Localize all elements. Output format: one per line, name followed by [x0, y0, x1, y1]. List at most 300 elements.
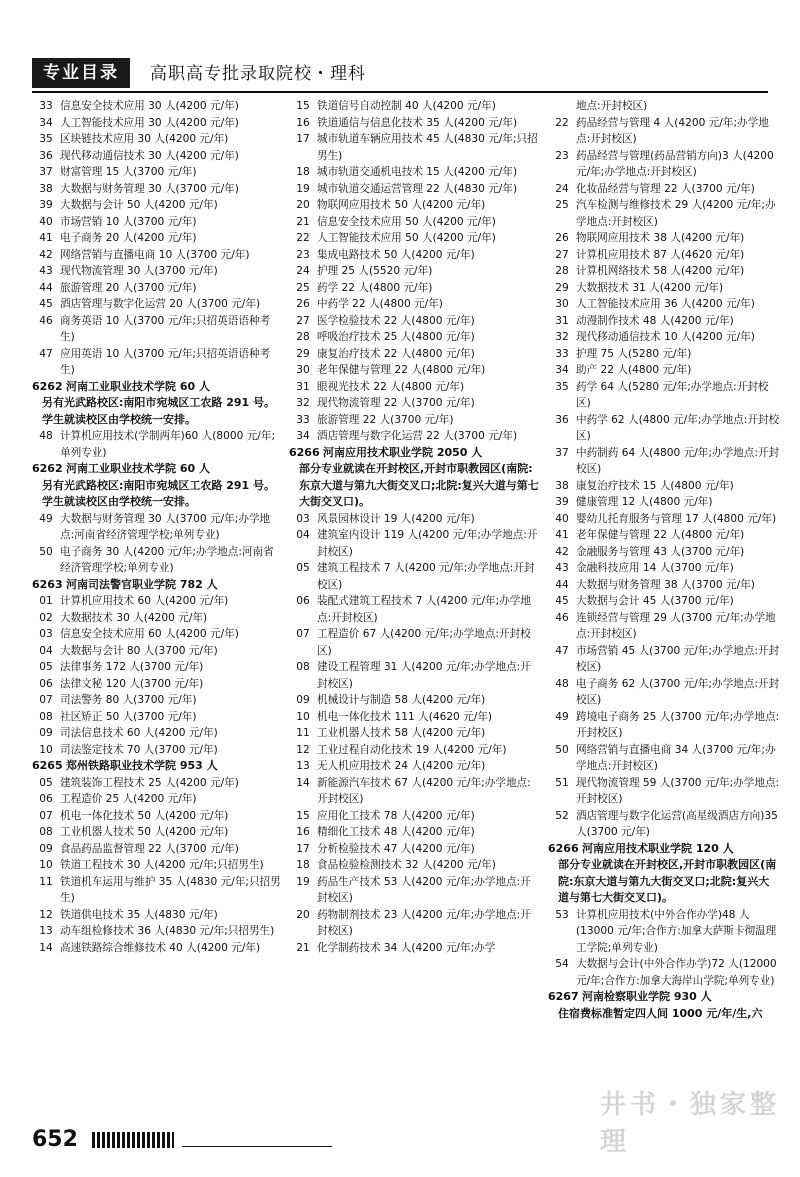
program-entry: [548, 775, 780, 808]
program-text: 连锁经营与管理 29 人(3700 元/年;办学地点:开封校区): [576, 611, 776, 640]
program-code: 05: [39, 776, 53, 789]
school-code: 6267: [548, 990, 579, 1003]
column-middle: [289, 98, 541, 956]
program-text: 区块链技术应用 30 人(4200 元/年): [60, 133, 229, 145]
program-text: 旅游管理 20 人(3700 元/年): [60, 281, 197, 294]
program-entry: [32, 610, 284, 627]
program-code: 42: [555, 545, 569, 558]
school-code: 6262: [32, 379, 63, 393]
school-name: 河南司法警官职业学院 782 人: [66, 577, 218, 591]
program-code: 28: [296, 331, 310, 343]
page-decoration: [92, 1132, 174, 1148]
program-text: 社区矫正 50 人(3700 元/年): [60, 710, 197, 723]
program-code: 46: [39, 314, 53, 327]
program-code: 18: [296, 859, 310, 871]
program-text: 工程造价 25 人(4200 元/年): [60, 793, 197, 805]
school-note: 部分专业就读在开封校区,开封市职教园区(南院:东京大道与第九大街交叉口;北院:复兴大道与第七大街交叉口)。: [299, 462, 539, 508]
program-entry: [548, 560, 780, 577]
program-text: 市场营销 10 人(3700 元/年): [60, 215, 197, 228]
program-entry: [32, 214, 284, 231]
program-code: 07: [39, 809, 53, 822]
program-code: 39: [39, 199, 53, 211]
program-code: 23: [555, 149, 569, 162]
program-text: 助产 22 人(4800 元/年): [576, 364, 692, 376]
program-text: 机电一体化技术 111 人(4620 元/年): [317, 710, 493, 723]
program-text: 旅游管理 22 人(3700 元/年): [317, 413, 454, 426]
program-code: 08: [39, 826, 53, 838]
program-text: 化学制药技术 34 人(4200 元/年;办学: [317, 941, 496, 954]
program-code: 32: [555, 331, 569, 343]
program-entry: [289, 940, 541, 957]
program-text: 酒店管理与数字化运营(高星级酒店方向)35 人(3700 元/年): [576, 809, 778, 838]
program-text: 司法信息技术 60 人(4200 元/年): [60, 727, 218, 739]
program-code: 34: [39, 116, 53, 129]
program-entry: [289, 725, 541, 742]
school-code: 6265: [32, 759, 63, 772]
program-code: 46: [555, 611, 569, 624]
program-text: 中药学 22 人(4800 元/年): [317, 298, 443, 310]
program-code: 35: [39, 133, 53, 145]
program-text: 康复治疗技术 22 人(4800 元/年): [317, 347, 475, 360]
program-text: 大数据与会计 45 人(3700 元/年): [576, 595, 734, 607]
program-code: 08: [39, 710, 53, 723]
program-text: 大数据与财务管理 30 人(3700 元/年): [60, 182, 239, 195]
program-entry: [548, 148, 780, 181]
program-entry: [289, 874, 541, 907]
school-note: 另有光武路校区:南阳市宛城区工农路 291 号。学生就读校区由学校统一安排。: [42, 478, 276, 508]
program-code: 13: [296, 760, 310, 772]
program-text: 中药制药 64 人(4800 元/年;办学地点:开封校区): [576, 446, 780, 475]
program-text: 药品生产技术 53 人(4200 元/年;办学地点:开封校区): [317, 875, 531, 904]
program-text: 法律文秘 120 人(3700 元/年): [60, 677, 204, 690]
program-entry: [289, 247, 541, 264]
program-text: 化妆品经营与管理 22 人(3700 元/年): [576, 182, 755, 195]
program-text: 工业机器人技术 58 人(4200 元/年): [317, 727, 486, 739]
program-entry: [32, 247, 284, 264]
column-right: [548, 98, 780, 1022]
program-entry: [32, 296, 284, 313]
program-entry: [289, 857, 541, 874]
program-text: 高速铁路综合维修技术 40 人(4200 元/年): [60, 941, 261, 954]
program-entry: [548, 230, 780, 247]
program-entry: [32, 824, 284, 841]
program-entry: [289, 775, 541, 808]
program-code: 50: [555, 743, 569, 756]
program-entry: [289, 181, 541, 198]
program-code: 17: [296, 842, 310, 855]
program-code: 09: [39, 727, 53, 739]
program-code: 40: [39, 215, 53, 228]
program-code: 21: [296, 215, 310, 228]
program-text: 健康管理 12 人(4800 元/年): [576, 496, 713, 508]
program-entry: [548, 115, 780, 148]
program-code: 20: [296, 199, 310, 211]
program-text: 精细化工技术 48 人(4200 元/年): [317, 826, 475, 838]
program-text: 婴幼儿托育服务与管理 17 人(4800 元/年): [576, 512, 777, 525]
program-text: 应用英语 10 人(3700 元/年;只招英语语种考生): [60, 347, 271, 376]
program-entry: [548, 494, 780, 511]
program-code: 34: [296, 430, 310, 442]
program-entry: [289, 626, 541, 659]
school-note: 部分专业就读在开封校区,开封市职教园区(南院:东京大道与第九大街交叉口;北院:复兴大道与第七大街交叉口)。: [558, 858, 777, 904]
school-name: 河南工业职业技术学院 60 人: [66, 379, 210, 393]
program-text: 人工智能技术应用 36 人(4200 元/年): [576, 298, 755, 310]
program-entry: [289, 907, 541, 940]
program-code: 32: [296, 397, 310, 409]
program-code: 16: [296, 116, 310, 129]
program-code: 42: [39, 248, 53, 261]
program-text: 大数据技术 31 人(4200 元/年): [576, 281, 724, 294]
program-code: 02: [39, 611, 53, 624]
program-code: 45: [555, 595, 569, 607]
program-text: 电子商务 30 人(4200 元/年;办学地点:河南省经济管理学校;单列专业): [60, 545, 274, 574]
program-text: 计算机应用技术 60 人(4200 元/年): [60, 595, 229, 607]
program-code: 29: [296, 347, 310, 360]
program-text: 商务英语 10 人(3700 元/年;只招英语语种考生): [60, 314, 271, 343]
program-text: 药学 22 人(4800 元/年): [317, 281, 433, 294]
program-entry: [32, 148, 284, 165]
program-entry: [548, 907, 780, 957]
program-entry: [548, 197, 780, 230]
program-code: 54: [555, 958, 569, 970]
program-entry: [548, 511, 780, 528]
program-text: 汽车检测与维修技术 29 人(4200 元/年;办学地点:开封校区): [576, 199, 776, 228]
program-code: 14: [39, 941, 53, 954]
program-entry: [548, 527, 780, 544]
program-text: 现代移动通信技术 30 人(4200 元/年): [60, 149, 239, 162]
program-text: 新能源汽车技术 67 人(4200 元/年;办学地点:开封校区): [317, 776, 531, 805]
program-code: 19: [296, 875, 310, 888]
program-code: 43: [39, 265, 53, 277]
program-entry: [289, 164, 541, 181]
program-text: 司法警务 80 人(3700 元/年): [60, 694, 197, 706]
program-entry: [289, 511, 541, 528]
entry-continuation: [548, 98, 780, 115]
school-name: 郑州铁路职业技术学院 953 人: [66, 759, 218, 772]
program-entry: [289, 98, 541, 115]
program-code: 23: [296, 248, 310, 261]
program-text: 信息安全技术应用 50 人(4200 元/年): [317, 215, 496, 228]
header-divider: [32, 91, 768, 93]
column-left: [32, 98, 284, 956]
program-text: 分析检验技术 47 人(4200 元/年): [317, 842, 475, 855]
program-entry: [289, 197, 541, 214]
program-text: 建筑工程技术 7 人(4200 元/年;办学地点:开封校区): [317, 562, 535, 591]
program-code: 09: [296, 694, 310, 706]
program-code: 30: [296, 364, 310, 376]
program-entry: [32, 346, 284, 379]
program-code: 53: [555, 908, 569, 921]
program-text: 大数据与财务管理 30 人(3700 元/年;办学地点:河南省经济管理学校;单列专业): [60, 512, 271, 541]
program-entry: [32, 131, 284, 148]
school-code: 6266: [289, 445, 320, 459]
program-entry: [289, 115, 541, 132]
school-heading: [289, 445, 541, 462]
program-text: 呼吸治疗技术 25 人(4800 元/年): [317, 331, 475, 343]
program-entry: [548, 676, 780, 709]
program-text: 财富管理 15 人(3700 元/年): [60, 166, 197, 178]
program-entry: [548, 329, 780, 346]
program-entry: [32, 115, 284, 132]
program-entry: [32, 857, 284, 874]
program-text: 电子商务 62 人(3700 元/年;办学地点:开封校区): [576, 677, 780, 706]
program-code: 39: [555, 496, 569, 508]
page-title: 高职高专批录取院校・理科: [150, 64, 366, 84]
program-code: 31: [296, 380, 310, 393]
program-code: 09: [39, 842, 53, 855]
page-header: [0, 58, 800, 92]
program-code: 03: [39, 628, 53, 640]
program-code: 35: [555, 380, 569, 393]
page-number: 652: [32, 1127, 78, 1152]
footer-divider: [182, 1146, 332, 1147]
program-text: 城市轨道交通运营管理 22 人(4830 元/年): [317, 182, 518, 195]
program-text: 现代物流管理 22 人(3700 元/年): [317, 397, 475, 409]
program-code: 11: [296, 727, 310, 739]
school-name: 河南应用技术职业学院 2050 人: [323, 445, 483, 459]
program-entry: [548, 808, 780, 841]
program-entry: [289, 214, 541, 231]
program-entry: [32, 659, 284, 676]
program-text: 大数据与会计 50 人(4200 元/年): [60, 199, 218, 211]
program-code: 50: [39, 545, 53, 558]
program-text: 大数据与会计(中外合作办学)72 人(12000 元/年;合作方:加拿大海岸山学院;单列专业): [576, 958, 777, 987]
program-code: 28: [555, 265, 569, 277]
program-entry: [289, 329, 541, 346]
program-entry: [548, 709, 780, 742]
program-code: 27: [555, 248, 569, 261]
program-text: 动车组检修技术 36 人(4830 元/年;只招男生): [60, 925, 275, 937]
program-entry: [32, 164, 284, 181]
program-entry: [32, 725, 284, 742]
program-code: 06: [39, 677, 53, 690]
program-text: 人工智能技术应用 30 人(4200 元/年): [60, 116, 239, 129]
program-code: 13: [39, 925, 53, 937]
program-entry: [32, 775, 284, 792]
program-code: 37: [39, 166, 53, 178]
program-text: 酒店管理与数字化运营 22 人(3700 元/年): [317, 430, 518, 442]
program-text: 人工智能技术应用 50 人(4200 元/年): [317, 232, 496, 244]
program-code: 49: [39, 512, 53, 525]
program-entry: [32, 98, 284, 115]
program-text: 计算机应用技术 87 人(4620 元/年): [576, 248, 745, 261]
program-code: 08: [296, 661, 310, 673]
program-code: 06: [296, 595, 310, 607]
program-code: 48: [555, 677, 569, 690]
program-text: 药品经营与管理 4 人(4200 元/年;办学地点:开封校区): [576, 116, 769, 145]
program-entry: [289, 230, 541, 247]
program-code: 33: [296, 413, 310, 426]
program-entry: [32, 923, 284, 940]
program-text: 铁道信号自动控制 40 人(4200 元/年): [317, 100, 496, 112]
program-entry: [548, 346, 780, 363]
program-entry: [32, 940, 284, 957]
program-entry: [289, 659, 541, 692]
program-text: 集成电路技术 50 人(4200 元/年): [317, 248, 475, 261]
program-code: 36: [39, 149, 53, 162]
program-text: 大数据技术 30 人(4200 元/年): [60, 611, 208, 624]
program-entry: [32, 907, 284, 924]
program-entry: [548, 280, 780, 297]
program-entry: [32, 230, 284, 247]
program-text: 城市轨道车辆应用技术 45 人(4830 元/年;只招男生): [317, 133, 538, 162]
program-text: 物联网应用技术 38 人(4200 元/年): [576, 232, 745, 244]
program-code: 38: [39, 182, 53, 195]
program-code: 34: [555, 364, 569, 376]
program-text: 计算机应用技术(学制两年)60 人(8000 元/年;单列专业): [60, 430, 276, 459]
program-entry: [32, 709, 284, 726]
program-entry: [289, 709, 541, 726]
program-code: 25: [296, 281, 310, 294]
program-text: 无人机应用技术 24 人(4200 元/年): [317, 760, 486, 772]
school-heading: [548, 841, 780, 858]
program-code: 26: [296, 298, 310, 310]
program-code: 51: [555, 776, 569, 789]
program-text: 护理 75 人(5280 元/年): [576, 347, 692, 360]
program-entry: [548, 593, 780, 610]
program-entry: [548, 544, 780, 561]
program-entry: [32, 280, 284, 297]
program-code: [548, 98, 576, 115]
program-text: 应用化工技术 78 人(4200 元/年): [317, 809, 475, 822]
program-code: 05: [296, 562, 310, 574]
program-code: 04: [39, 644, 53, 657]
program-entry: [548, 379, 780, 412]
program-text: 现代物流管理 59 人(3700 元/年;办学地点:开封校区): [576, 776, 780, 805]
program-code: 10: [39, 859, 53, 871]
program-entry: [32, 626, 284, 643]
program-text: 装配式建筑工程技术 7 人(4200 元/年;办学地点:开封校区): [317, 595, 531, 624]
school-note: 另有光武路校区:南阳市宛城区工农路 291 号。学生就读校区由学校统一安排。: [42, 396, 276, 426]
program-entry: [289, 808, 541, 825]
program-code: 41: [39, 232, 53, 244]
school-heading: [32, 379, 284, 396]
program-text: 中药学 62 人(4800 元/年;办学地点:开封校区): [576, 413, 780, 442]
program-text: 计算机应用技术(中外合作办学)48 人(13000 元/年;合作方:加拿大萨斯卡彻温理工学院;单列专业): [576, 908, 777, 954]
program-entry: [289, 296, 541, 313]
program-code: 12: [39, 908, 53, 921]
program-entry: [548, 610, 780, 643]
program-text: 老年保健与管理 22 人(4800 元/年): [576, 529, 745, 541]
program-code: 10: [39, 743, 53, 756]
program-code: 36: [555, 413, 569, 426]
school-name: 河南检察职业学院 930 人: [582, 990, 712, 1003]
program-code: 20: [296, 908, 310, 921]
program-text: 工业过程自动化技术 19 人(4200 元/年): [317, 743, 507, 756]
program-code: 16: [296, 826, 310, 838]
school-heading: [32, 577, 284, 594]
program-code: 33: [39, 100, 53, 112]
program-text: 药学 64 人(5280 元/年;办学地点:开封校区): [576, 380, 769, 409]
program-entry: [289, 263, 541, 280]
program-code: 24: [555, 182, 569, 195]
program-code: 47: [555, 644, 569, 657]
program-entry: [289, 395, 541, 412]
program-code: 48: [39, 430, 53, 442]
program-text: 金融科技应用 14 人(3700 元/年): [576, 562, 734, 574]
program-text: 铁道供电技术 35 人(4830 元/年): [60, 908, 218, 921]
program-text: 建筑室内设计 119 人(4200 元/年;办学地点:开封校区): [317, 529, 538, 558]
program-entry: [548, 263, 780, 280]
page-footer: [32, 1126, 332, 1154]
school-code: 6263: [32, 577, 63, 591]
program-text: 机械设计与制造 58 人(4200 元/年): [317, 694, 486, 706]
program-entry: [289, 692, 541, 709]
school-heading: [32, 461, 284, 478]
program-entry: [289, 362, 541, 379]
program-entry: [32, 181, 284, 198]
program-code: 11: [39, 875, 53, 888]
program-entry: [289, 313, 541, 330]
program-text: 城市轨道交通机电技术 15 人(4200 元/年): [317, 166, 518, 178]
program-entry: [548, 445, 780, 478]
program-entry: [548, 643, 780, 676]
program-text: 酒店管理与数字化运营 20 人(3700 元/年): [60, 298, 261, 310]
program-text: 网络营销与直播电商 34 人(3700 元/年;办学地点:开封校区): [576, 743, 776, 772]
program-code: 41: [555, 529, 569, 541]
program-entry: [32, 791, 284, 808]
program-code: 43: [555, 562, 569, 574]
program-text: 铁道机车运用与维护 35 人(4830 元/年;只招男生): [60, 875, 281, 904]
program-text: 金融服务与管理 43 人(3700 元/年): [576, 545, 745, 558]
program-entry: [32, 808, 284, 825]
program-text: 网络营销与直播电商 10 人(3700 元/年): [60, 248, 250, 261]
program-text: 现代物流管理 30 人(3700 元/年): [60, 265, 218, 277]
program-text: 建设工程管理 31 人(4200 元/年;办学地点:开封校区): [317, 661, 531, 690]
program-entry: [289, 758, 541, 775]
program-text: 市场营销 45 人(3700 元/年;办学地点:开封校区): [576, 644, 780, 673]
school-heading: [548, 989, 780, 1006]
program-entry: [32, 643, 284, 660]
program-text: 药品经营与管理(药品营销方向)3 人(4200 元/年;办学地点:开封校区): [576, 149, 774, 178]
program-code: 10: [296, 710, 310, 723]
program-code: 44: [39, 281, 53, 294]
program-code: 31: [555, 314, 569, 327]
program-text: 大数据与会计 80 人(3700 元/年): [60, 644, 218, 657]
program-code: 21: [296, 941, 310, 954]
program-code: 04: [296, 529, 310, 541]
program-text: 司法鉴定技术 70 人(3700 元/年): [60, 743, 218, 756]
program-entry: [32, 197, 284, 214]
program-entry: [548, 181, 780, 198]
program-code: 06: [39, 793, 53, 805]
school-code: 6262: [32, 462, 63, 475]
program-entry: [32, 263, 284, 280]
program-text: 药物制剂技术 23 人(4200 元/年;办学地点:开封校区): [317, 908, 531, 937]
program-code: 45: [39, 298, 53, 310]
program-entry: [548, 577, 780, 594]
program-entry: [32, 841, 284, 858]
program-code: 07: [39, 694, 53, 706]
program-text: 护理 25 人(5520 元/年): [317, 265, 433, 277]
program-text: 医学检验技术 22 人(4800 元/年): [317, 314, 475, 327]
program-code: 30: [555, 298, 569, 310]
program-code: 26: [555, 232, 569, 244]
program-text: 跨境电子商务 25 人(3700 元/年;办学地点:开封校区): [576, 710, 780, 739]
watermark: 井书・独家整理: [600, 1090, 781, 1157]
program-text: 物联网应用技术 50 人(4200 元/年): [317, 199, 486, 211]
program-entry: [548, 247, 780, 264]
program-code: 24: [296, 265, 310, 277]
program-entry: [548, 478, 780, 495]
program-text: 康复治疗技术 15 人(4800 元/年): [576, 479, 734, 492]
program-text: 食品药品监督管理 22 人(3700 元/年): [60, 842, 239, 855]
program-entry: [289, 841, 541, 858]
program-entry: [32, 313, 284, 346]
program-text: 老年保健与管理 22 人(4800 元/年): [317, 364, 486, 376]
program-text: 铁道通信与信息化技术 35 人(4200 元/年): [317, 116, 518, 129]
program-entry: [289, 560, 541, 593]
